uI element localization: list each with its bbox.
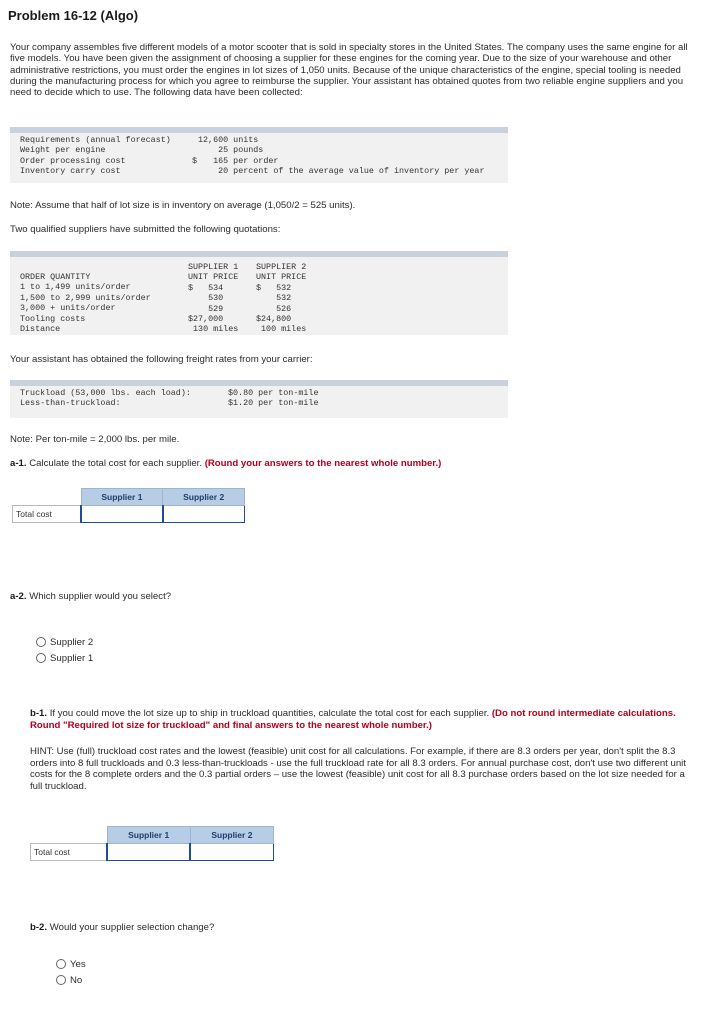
radio-circle-icon[interactable] <box>56 959 66 969</box>
question-a2-label: a-2. <box>10 591 27 602</box>
b2-option-yes-label: Yes <box>70 958 86 970</box>
question-b1-instruction: (Do not round intermediate calculations. Round "Required lot size for truckload" and final answers to the nearest whole number.) <box>30 708 676 731</box>
b2-option-no[interactable] <box>56 972 86 988</box>
requirements-box <box>10 127 508 183</box>
question-a2 <box>10 591 171 602</box>
question-b2-text: Would your supplier selection change? <box>49 922 215 933</box>
table-b1-corner <box>31 827 108 844</box>
table-a1-header-supplier2: Supplier 2 <box>163 489 245 506</box>
total-cost-supplier1-input[interactable] <box>81 506 163 523</box>
b2-option-no-label: No <box>70 974 83 986</box>
b2-option-yes[interactable] <box>56 956 86 972</box>
question-b2-label: b-2. <box>30 922 48 933</box>
a2-option-supplier1-label: Supplier 1 <box>50 652 94 664</box>
page-title: Problem 16-12 (Algo) <box>8 8 139 23</box>
table-b1-header-supplier2: Supplier 2 <box>190 827 273 844</box>
quotes-labels: ORDER QUANTITY 1 to 1,499 units/order 1,500 to 2,999 units/order 3,000 + units/order Tooling costs Distance <box>20 272 151 335</box>
a2-options <box>36 634 93 666</box>
question-a1-text: Calculate the total cost for each supplier. <box>29 458 203 469</box>
quotes-supplier1: SUPPLIER 1 UNIT PRICE $ 534 530 529 $27,000 130 miles <box>188 262 239 335</box>
a2-option-supplier2-label: Supplier 2 <box>50 636 94 648</box>
quotes-box <box>10 251 508 335</box>
freight-values: $0.80 per ton-mile $1.20 per ton-mile <box>228 388 319 409</box>
truckload-total-cost-supplier2-input[interactable] <box>190 844 273 861</box>
answer-table-b1 <box>30 826 274 861</box>
a2-option-supplier1[interactable] <box>36 650 93 666</box>
quotes-supplier2: SUPPLIER 2 UNIT PRICE $ 532 532 526 $24,800 100 miles <box>256 262 307 335</box>
note-avg-inventory <box>10 200 355 211</box>
table-b1-header-supplier1: Supplier 1 <box>107 827 190 844</box>
table-b1-row-label: Total cost <box>31 844 108 861</box>
truckload-total-cost-supplier1-input[interactable] <box>107 844 190 861</box>
quotes-intro: Two qualified suppliers have submitted the following quotations: <box>10 224 281 235</box>
answer-table-a1 <box>12 488 245 523</box>
note-ton-mile: Note: Per ton-mile = 2,000 lbs. per mile. <box>10 434 180 445</box>
question-a1-instruction: (Round your answers to the nearest whole number.) <box>204 458 442 469</box>
question-b2 <box>30 922 214 933</box>
question-a1-label: a-1. <box>10 458 27 469</box>
table-a1-header-supplier1: Supplier 1 <box>81 489 163 506</box>
question-a1 <box>10 458 441 469</box>
note-avg-inventory-text: Note: Assume that half of lot size is in inventory on average (1,050/2 = 525 units). <box>10 200 356 211</box>
problem-intro: Your company assembles five different models of a motor scooter that is sold in specialty stores in the United States. The company uses the same engine for all five models. You have been given the assignment of choosing a supplier for these engines for the coming year. Due to the size of your warehouse and other administrative restrictions, you must order the engines in lot sizes of 1,050 units. Because of the unique characteristics of the engine, special tooling is needed during the manufacturing process for which you agree to reimburse the supplier. Your assistant has obtained quotes from two reliable engine suppliers and you need to decide which to use. The following data have been collected: <box>10 42 688 99</box>
b2-options <box>56 956 86 988</box>
requirements-values: 12,600 units 25 pounds 165 per order 20 percent of the average value of inventory per year <box>198 135 485 177</box>
total-cost-supplier2-input[interactable] <box>163 506 245 523</box>
radio-circle-icon[interactable] <box>56 975 66 985</box>
table-a1-corner <box>13 489 82 506</box>
a2-option-supplier2[interactable] <box>36 634 93 650</box>
hint-text: HINT: Use (full) truckload cost rates and the lowest (feasible) unit cost for all calculations. For example, if there are 8.3 orders per year, don't split the 8.3 orders into 8 full truckloads and 0.3 less-than-truckloads - use the full truckload rate for all 8.3 orders. For annual purchase cost, don't use two different unit costs for the 8 complete orders and the 0.3 partial orders – use the lowest (feasible) unit cost for all 8.3 purchase orders based on the lot size needed for a full truckload. <box>30 746 686 792</box>
table-a1-row-label: Total cost <box>13 506 82 523</box>
freight-intro: Your assistant has obtained the following freight rates from your carrier: <box>10 354 313 365</box>
radio-circle-icon[interactable] <box>36 653 46 663</box>
question-b1-label: b-1. <box>30 708 48 719</box>
question-b1 <box>30 708 690 732</box>
requirements-labels: Requirements (annual forecast) Weight per engine Order processing cost Inventory carry cost <box>20 135 171 177</box>
requirements-dollar: $ <box>192 155 198 166</box>
question-b1-text: If you could move the lot size up to ship in truckload quantities, calculate the total cost for each supplier. <box>49 708 490 719</box>
question-a2-text: Which supplier would you select? <box>29 591 172 602</box>
radio-circle-icon[interactable] <box>36 637 46 647</box>
freight-box <box>10 380 508 418</box>
freight-labels: Truckload (53,000 lbs. each load): Less-than-truckload: <box>20 388 191 409</box>
